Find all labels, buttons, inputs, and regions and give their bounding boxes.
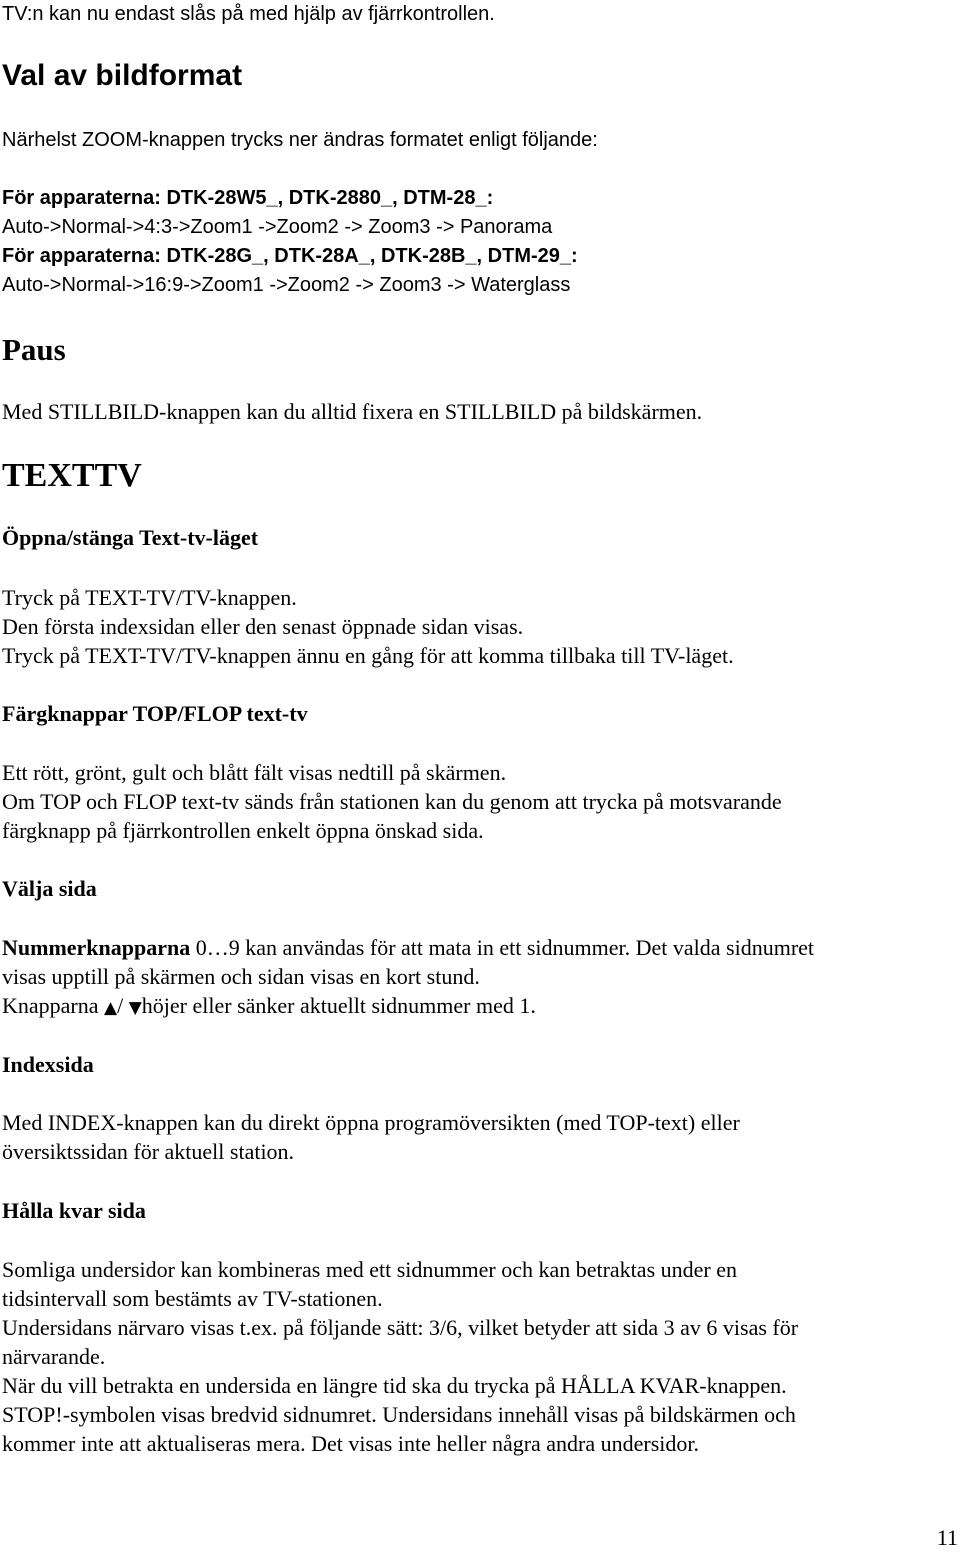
sequence-line-2: Auto->Normal->16:9->Zoom1 ->Zoom2 -> Zoom3 -> Waterglass — [2, 274, 571, 296]
color-line-2: Om TOP och FLOP text-tv sänds från stationen kan du genom att trycka på motsvarande — [2, 789, 782, 814]
color-line-3: färgknapp på fjärrkontrollen enkelt öppna önskad sida. — [2, 818, 484, 843]
page-number: 11 — [936, 1525, 958, 1550]
heading-picture-format: Val av bildformat — [2, 59, 243, 92]
select-line-3 — [2, 992, 536, 1022]
heading-hold-page: Hålla kvar sida — [2, 1198, 146, 1223]
heading-select-page: Välja sida — [2, 876, 97, 901]
hold-line-7: kommer inte att aktualiseras mera. Det visas inte heller några andra undersidor. — [2, 1431, 700, 1456]
hold-line-4: närvarande. — [2, 1344, 106, 1369]
index-line-2: översiktssidan för aktuell station. — [2, 1139, 295, 1164]
heading-texttv: TEXTTV — [2, 457, 142, 494]
number-buttons-term: Nummerknapparna — [2, 935, 191, 960]
heading-color-buttons: Färgknappar TOP/FLOP text-tv — [2, 701, 308, 726]
models-line-2: För apparaterna: DTK-28G_, DTK-28A_, DTK-28B_, DTM-29_: — [2, 245, 578, 267]
index-line-1: Med INDEX-knappen kan du direkt öppna programöversikten (med TOP-text) eller — [2, 1110, 740, 1135]
select-line-1 — [2, 934, 814, 962]
texttv-line-1: Tryck på TEXT-TV/TV-knappen. — [2, 585, 297, 610]
hold-line-1: Somliga undersidor kan kombineras med ett sidnummer och kan betraktas under en — [2, 1257, 737, 1282]
pause-text: Med STILLBILD-knappen kan du alltid fixera en STILLBILD på bildskärmen. — [2, 399, 703, 424]
hold-line-3: Undersidans närvaro visas t.ex. på följande sätt: 3/6, vilket betyder att sida 3 av 6 visas för — [2, 1315, 799, 1340]
models-line-1: För apparaterna: DTK-28W5_, DTK-2880_, DTM-28_: — [2, 187, 494, 209]
select-line-2: visas upptill på skärmen och sidan visas en kort stund. — [2, 964, 480, 989]
tv-remote-only-text: TV:n kan nu endast slås på med hjälp av fjärrkontrollen. — [2, 3, 495, 25]
hold-line-5: När du vill betrakta en undersida en längre tid ska du trycka på HÅLLA KVAR-knappen. — [2, 1373, 787, 1398]
heading-pause: Paus — [2, 332, 66, 367]
triangle-down-icon: ▼ — [128, 998, 142, 1018]
select-line-3-end: höjer eller sänker aktuellt sidnummer med 1. — [141, 993, 536, 1018]
hold-line-6: STOP!-symbolen visas bredvid sidnumret. Undersidans innehåll visas på bildskärmen och — [2, 1402, 796, 1427]
select-line-3-slash: / — [117, 993, 129, 1018]
hold-line-2: tidsintervall som bestämts av TV-stationen. — [2, 1286, 383, 1311]
select-line-3-start: Knapparna — [2, 993, 105, 1018]
triangle-up-icon: ▲ — [104, 998, 118, 1018]
color-line-1: Ett rött, grönt, gult och blått fält visas nedtill på skärmen. — [2, 760, 507, 785]
zoom-intro-text: Närhelst ZOOM-knappen trycks ner ändras formatet enligt följande: — [2, 129, 598, 151]
sequence-line-1: Auto->Normal->4:3->Zoom1 ->Zoom2 -> Zoom3 -> Panorama — [2, 216, 553, 238]
heading-index-page: Indexsida — [2, 1052, 94, 1077]
texttv-line-3: Tryck på TEXT-TV/TV-knappen ännu en gång för att komma tillbaka till TV-läget. — [2, 643, 734, 668]
texttv-line-2: Den första indexsidan eller den senast öppnade sidan visas. — [2, 614, 524, 639]
heading-open-close: Öppna/stänga Text-tv-läget — [2, 525, 259, 550]
select-line-1-rest: 0…9 kan användas för att mata in ett sidnummer. Det valda sidnumret — [190, 935, 815, 960]
